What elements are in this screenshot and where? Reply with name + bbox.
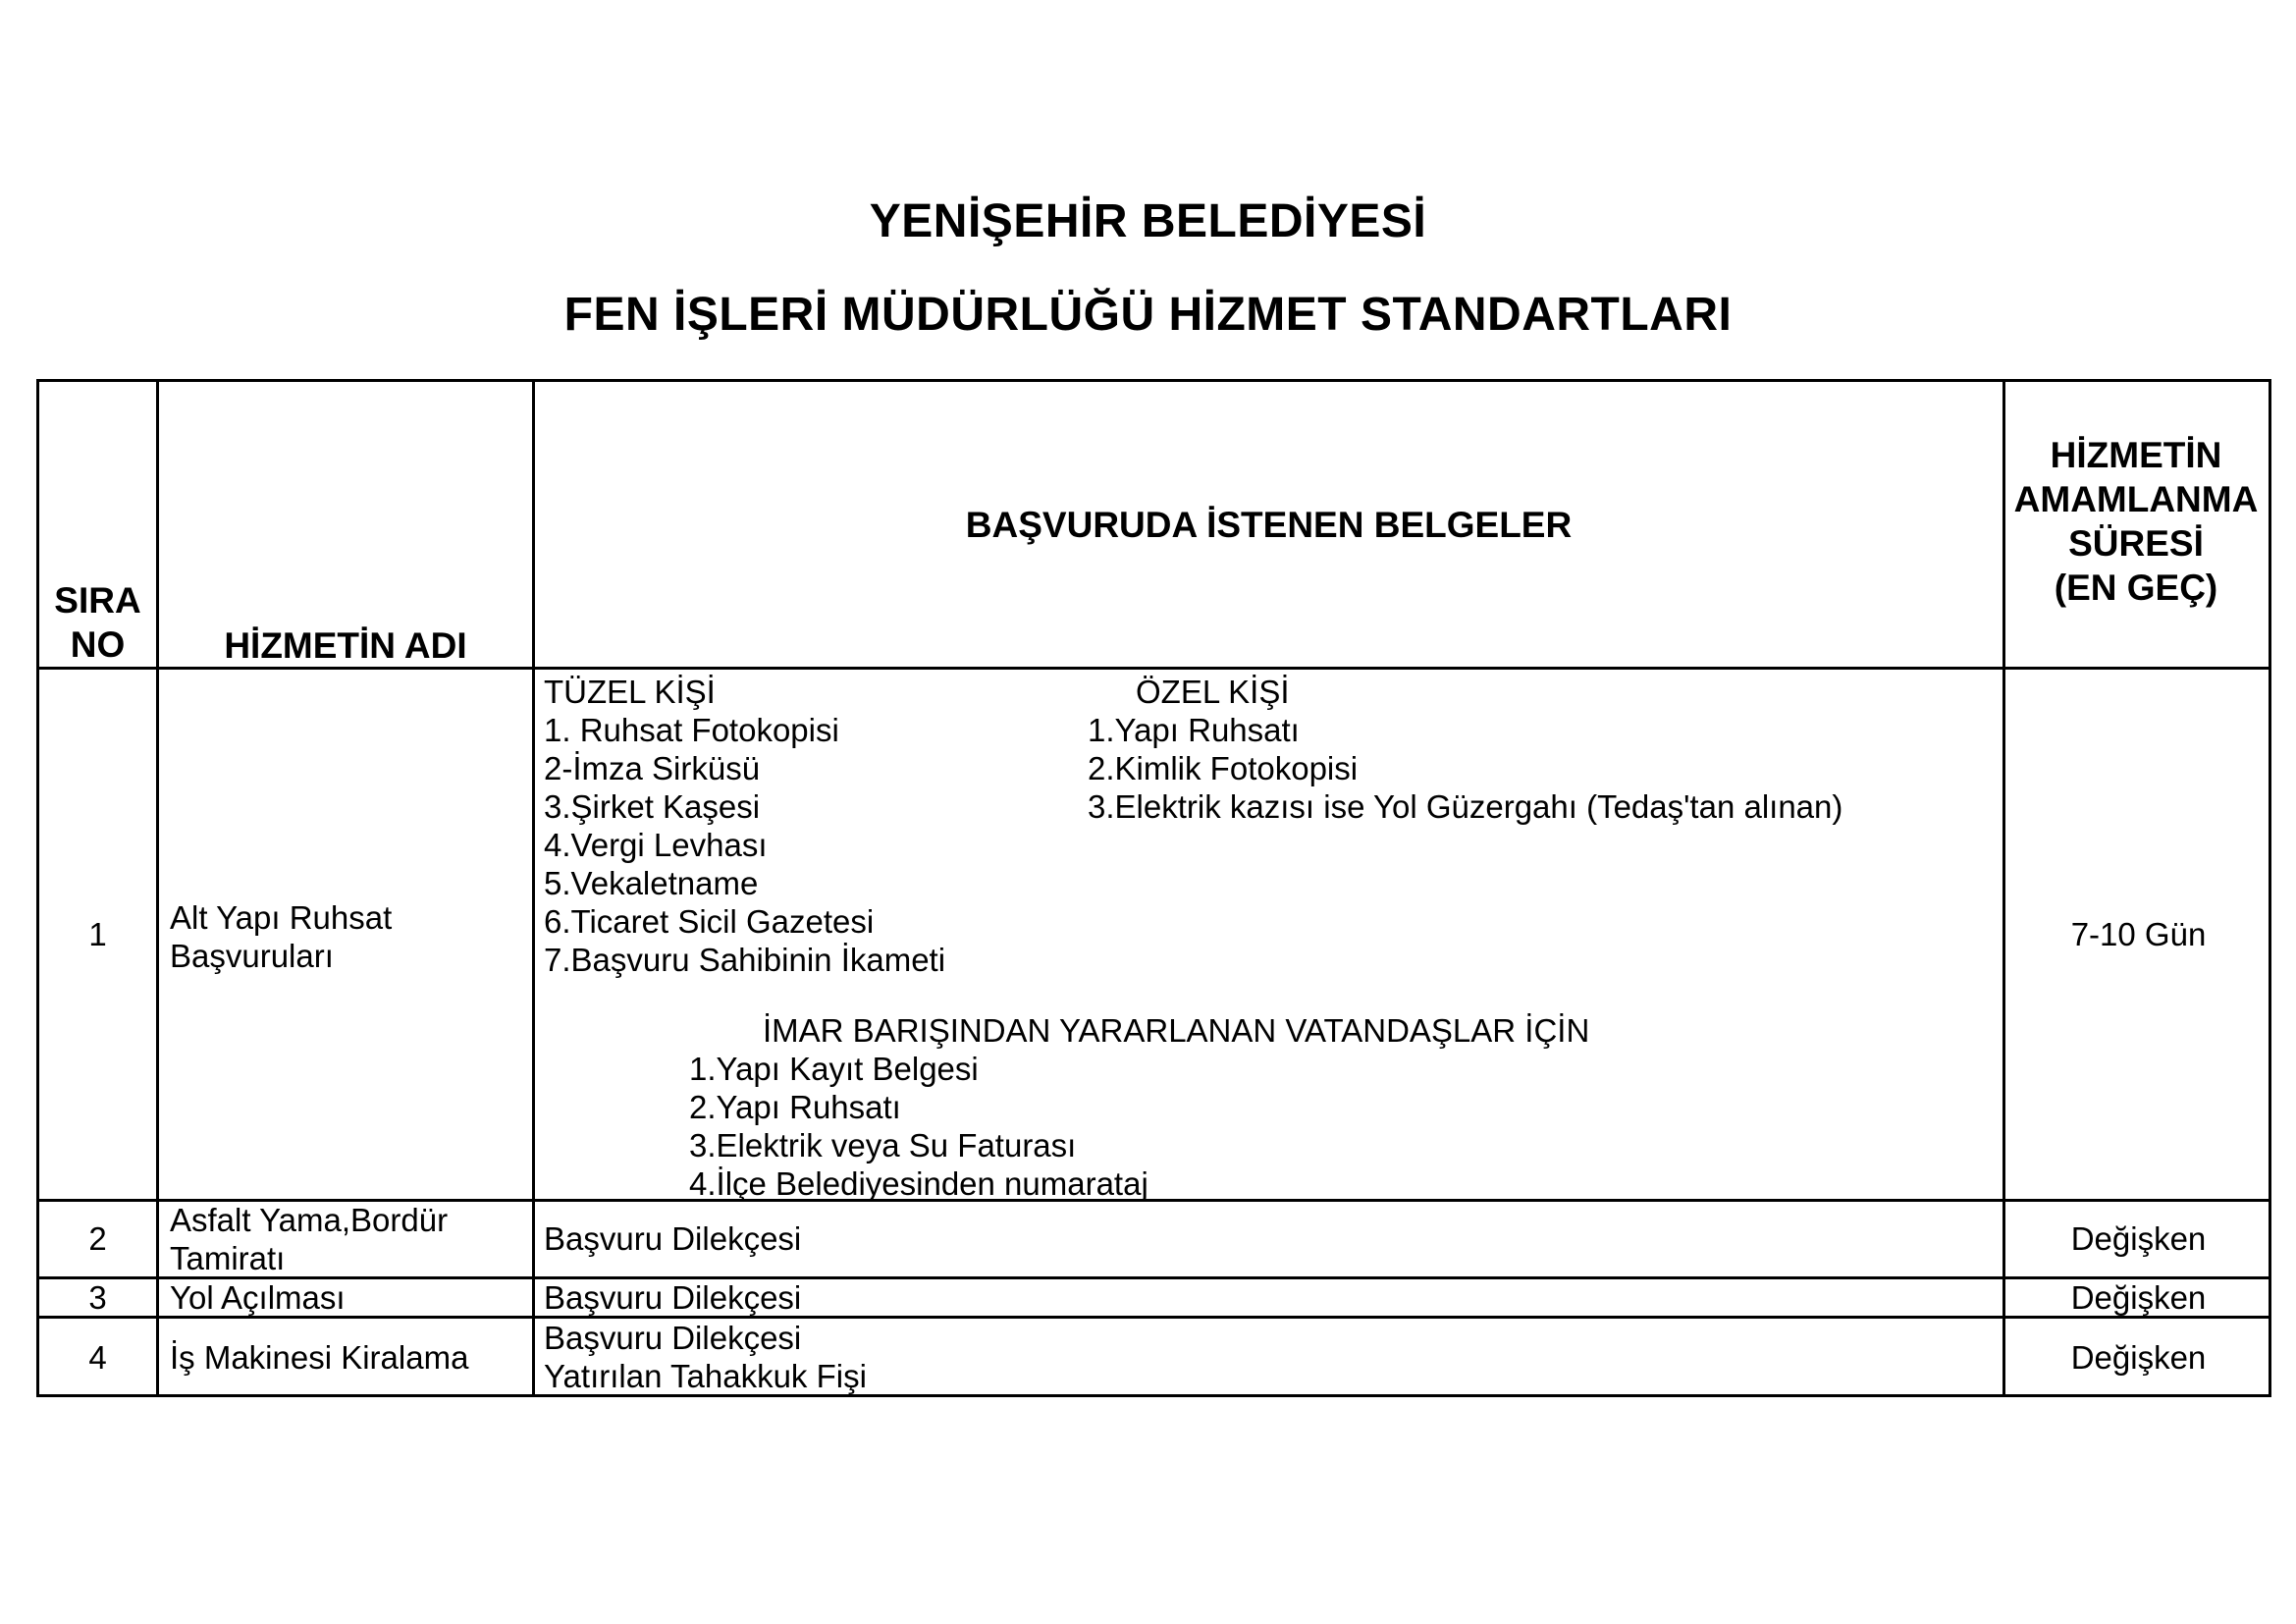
service-name-line: Asfalt Yama,Bordür — [170, 1202, 449, 1238]
header-sira-line: SIRA — [54, 580, 141, 621]
institution-title: YENİŞEHİR BELEDİYESİ — [869, 195, 1427, 247]
imar-barisi-list — [689, 1050, 1148, 1203]
list-item: 3.Elektrik kazısı ise Yol Güzergahı (Tedaş'tan alınan) — [1088, 788, 1843, 825]
row-4-documents — [544, 1319, 867, 1395]
header-service-name: HİZMETİN ADI — [224, 625, 467, 666]
header-duration-line: SÜRESİ — [2068, 523, 2204, 564]
row-1-no: 1 — [88, 916, 107, 952]
document-line: Başvuru Dilekçesi — [544, 1320, 802, 1356]
header-required-documents: BAŞVURUDA İSTENEN BELGELER — [965, 505, 1573, 545]
list-item: 1.Yapı Kayıt Belgesi — [689, 1051, 979, 1087]
row-3-service-name: Yol Açılması — [170, 1279, 346, 1316]
row-4-no: 4 — [88, 1339, 107, 1376]
list-item: 1.Yapı Ruhsatı — [1088, 712, 1300, 748]
list-item: 4.Vergi Levhası — [544, 827, 768, 863]
row-divider — [39, 1316, 2269, 1319]
row-1-service-name — [170, 898, 392, 975]
row-2-documents: Başvuru Dilekçesi — [544, 1220, 802, 1257]
header-duration-line: HİZMETİN — [2050, 435, 2222, 475]
list-item: 2.Kimlik Fotokopisi — [1088, 750, 1359, 786]
header-completion-time — [2001, 433, 2271, 610]
document-line: Yatırılan Tahakkuk Fişi — [544, 1358, 867, 1394]
list-item: 3.Elektrik veya Su Faturası — [689, 1127, 1077, 1164]
service-name-line: Başvuruları — [170, 938, 334, 974]
service-name-line: Alt Yapı Ruhsat — [170, 899, 393, 936]
ozel-kisi-title: ÖZEL KİŞİ — [1136, 674, 1290, 710]
list-item: 1. Ruhsat Fotokopisi — [544, 712, 839, 748]
service-name-line: Tamiratı — [170, 1240, 286, 1276]
row-4-duration: Değişken — [2070, 1339, 2207, 1376]
list-item: 2-İmza Sirküsü — [544, 750, 761, 786]
header-no-line: NO — [70, 624, 126, 665]
imar-barisi-title: İMAR BARIŞINDAN YARARLANAN VATANDAŞLAR İÇİN — [763, 1012, 1590, 1049]
row-3-no: 3 — [88, 1279, 107, 1316]
row-2-service-name — [170, 1201, 448, 1277]
row-2-duration: Değişken — [2070, 1220, 2207, 1257]
list-item: 6.Ticaret Sicil Gazetesi — [544, 903, 875, 940]
header-duration-line: AMAMLANMA — [2013, 479, 2259, 519]
tuzel-kisi-title: TÜZEL KİŞİ — [544, 674, 716, 710]
row-4-service-name: İş Makinesi Kiralama — [170, 1339, 469, 1376]
column-divider — [156, 382, 159, 1394]
list-item: 7.Başvuru Sahibinin İkameti — [544, 942, 946, 978]
ozel-kisi-list — [1088, 711, 1842, 826]
list-item: 2.Yapı Ruhsatı — [689, 1089, 901, 1125]
document-title: FEN İŞLERİ MÜDÜRLÜĞÜ HİZMET STANDARTLARI — [563, 289, 1733, 341]
header-sira-no — [39, 578, 156, 667]
header-duration-line: (EN GEÇ) — [2054, 568, 2218, 608]
row-2-no: 2 — [88, 1220, 107, 1257]
list-item: 3.Şirket Kaşesi — [544, 788, 761, 825]
row-3-documents: Başvuru Dilekçesi — [544, 1279, 802, 1316]
list-item: 5.Vekaletname — [544, 865, 759, 901]
service-standards-table — [36, 379, 2271, 1397]
list-item: 4.İlçe Belediyesinden numarataj — [689, 1165, 1148, 1202]
tuzel-kisi-list — [544, 673, 945, 979]
row-1-duration: 7-10 Gün — [2070, 916, 2207, 952]
row-3-duration: Değişken — [2070, 1279, 2207, 1316]
